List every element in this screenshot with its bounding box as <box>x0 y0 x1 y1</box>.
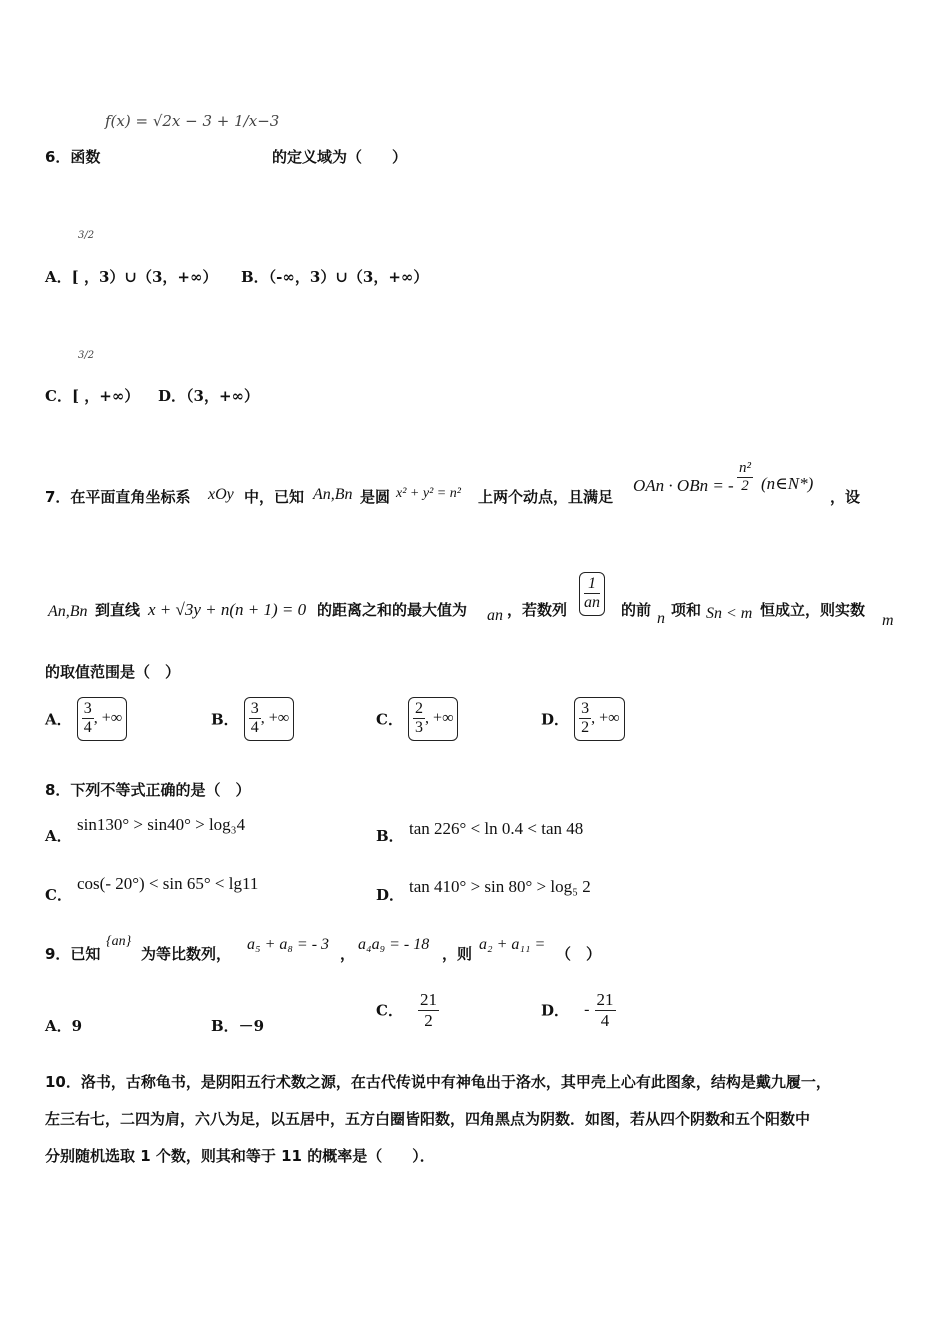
q9-cond1: a₅ + a₈ = - 3 <box>247 936 330 953</box>
q7-option-c-num: 2 <box>413 700 425 719</box>
q9-stem-c: ，则 <box>442 945 473 963</box>
q6-stem-a: 6．函数 <box>45 148 101 166</box>
q7-seq-den: an <box>584 594 600 612</box>
q7-line2-a: 到直线 <box>95 601 141 619</box>
q7-option-a-tail: , +∞ <box>93 709 123 727</box>
q7-dot-product: OAn · OBn = - <box>633 476 734 495</box>
q10-line3: 分别随机选取 1 个数，则其和等于 11 的概率是（ ）． <box>45 1147 435 1165</box>
q8-option-d[interactable]: tan 410° > sin 80° > log₅ 2 <box>409 877 591 896</box>
q6-stem-b: 的定义域为（ ） <box>272 148 408 166</box>
q9-option-c-num: 21 <box>420 990 438 1009</box>
q6-frac-label-a: 3/2 <box>78 230 95 241</box>
q7-circle-eq: x² + y² = n² <box>396 486 461 501</box>
q9-option-c-den: 2 <box>424 1010 433 1030</box>
q7-line2-b: 的距离之和的最大值为 <box>317 601 468 619</box>
q7-n: n <box>657 610 665 627</box>
q7-n-in-n: (n∈N*) <box>761 474 814 493</box>
q9-target: a₂ + a₁₁ = <box>479 936 546 953</box>
q7-option-a-num: 3 <box>82 700 94 719</box>
q9-option-d-den: 4 <box>600 1010 610 1030</box>
q7-stem-b: 中，已知 <box>244 488 305 506</box>
q7-option-d-label: D． <box>541 710 570 729</box>
q9-option-c-label: C． <box>376 1001 403 1020</box>
q7-option-d-num: 3 <box>579 700 591 719</box>
q9-option-b[interactable]: B．－9 <box>211 1017 265 1035</box>
q7-sn-m: Sn < m <box>706 605 753 622</box>
q9-cond2: a₄a₉ = - 18 <box>358 936 430 953</box>
q7-stem-d: 上两个动点，且满足 <box>478 488 614 506</box>
q9-option-a[interactable]: A．9 <box>45 1017 83 1035</box>
q8-option-c[interactable]: cos(- 20°) < sin 65° < lg11 <box>77 874 259 893</box>
q9-stem-a: 9．已知 <box>45 945 101 963</box>
q6-option-b[interactable]: B．（-∞，3）∪（3，+∞） <box>241 268 429 286</box>
q7-option-a-den: 4 <box>83 719 92 737</box>
q7-option-b-label: B． <box>211 710 239 729</box>
q7-xoy: xOy <box>208 486 234 503</box>
q8-option-b[interactable]: tan 226° < ln 0.4 < tan 48 <box>409 819 584 838</box>
q6-option-c[interactable]: C．[ ，+∞） <box>45 387 140 405</box>
q7-line2-c: ，若数列 <box>507 601 568 619</box>
q7-an: an <box>487 607 503 624</box>
q10-line1: 10．洛书，古称龟书，是阴阳五行术数之源，在古代传说中有神龟出于洛水，其甲壳上心有此图象，结构是戴九履一， <box>45 1073 831 1091</box>
q8-option-a[interactable]: sin130° > sin40° > log₃4 <box>77 815 246 834</box>
q7-anbn-2: An,Bn <box>48 603 88 620</box>
q10-line2: 左三右七，二四为肩，六八为足，以五居中，五方白圈皆阳数，四角黑点为阴数．如图，若从四个阴数和五个阳数中 <box>45 1110 811 1128</box>
q6-frac-label-c: 3/2 <box>78 350 95 361</box>
q7-n2: n² <box>737 460 753 478</box>
q7-line2-f: 恒成立，则实数 <box>760 601 866 619</box>
q8-option-b-label[interactable]: B． <box>376 827 404 845</box>
q7-stem-e: ，设 <box>830 488 861 506</box>
q9-option-c[interactable] <box>376 990 439 1030</box>
q9-seq: {an} <box>106 934 132 949</box>
q6-option-a[interactable]: A．[ ，3）∪（3，+∞） <box>45 268 218 286</box>
q7-n2-over-2 <box>737 460 753 496</box>
q7-option-b[interactable] <box>211 697 294 741</box>
q7-line2-d: 的前 <box>621 601 652 619</box>
q7-option-d-tail: , +∞ <box>591 709 620 727</box>
q7-option-a-label: A． <box>45 710 72 729</box>
q7-option-c[interactable] <box>376 697 458 741</box>
q7-option-b-num: 3 <box>249 700 261 719</box>
q7-option-b-den: 4 <box>250 719 259 737</box>
q7-stem-c: 是圆 <box>360 488 391 506</box>
q7-line2-e: 项和 <box>671 601 702 619</box>
q9-option-d-num: 21 <box>596 990 614 1009</box>
q7-option-c-den: 3 <box>415 719 424 737</box>
q7-seq-recip <box>579 572 605 616</box>
q7-anbn: An,Bn <box>313 486 353 503</box>
q9-option-d-label: D． <box>541 1001 570 1020</box>
q7-option-c-tail: , +∞ <box>425 709 454 727</box>
q8-option-d-label[interactable]: D． <box>376 886 405 904</box>
q8-stem: 8．下列不等式正确的是（ ） <box>45 781 251 799</box>
q7-line3: 的取值范围是（ ） <box>45 663 181 681</box>
q7-option-c-label: C． <box>376 710 403 729</box>
q7-m: m <box>882 612 894 629</box>
q7-option-d-den: 2 <box>581 719 590 737</box>
q7-stem-a: 7．在平面直角坐标系 <box>45 488 191 506</box>
q7-seq-num: 1 <box>584 575 600 594</box>
q6-formula-image: 𝑓(𝑥) = √2𝑥 − 3 + 1/𝑥−3 <box>105 112 280 130</box>
q7-line-eq: x + √3y + n(n + 1) = 0 <box>148 600 307 619</box>
q8-option-c-label[interactable]: C． <box>45 886 72 904</box>
q8-option-a-label[interactable]: A． <box>45 827 72 845</box>
q9-option-d-sign: - <box>584 1001 590 1019</box>
q7-option-b-tail: , +∞ <box>260 709 290 727</box>
q9-stem-b: 为等比数列， <box>141 945 232 963</box>
q9-comma: ， <box>340 945 356 963</box>
q7-option-d[interactable] <box>541 697 625 741</box>
q9-stem-d: （ ） <box>556 945 602 963</box>
q6-option-d[interactable]: D．（3，+∞） <box>158 387 260 405</box>
q9-option-d[interactable] <box>541 990 616 1030</box>
q7-two: 2 <box>741 478 749 495</box>
q7-option-a[interactable] <box>45 697 127 741</box>
